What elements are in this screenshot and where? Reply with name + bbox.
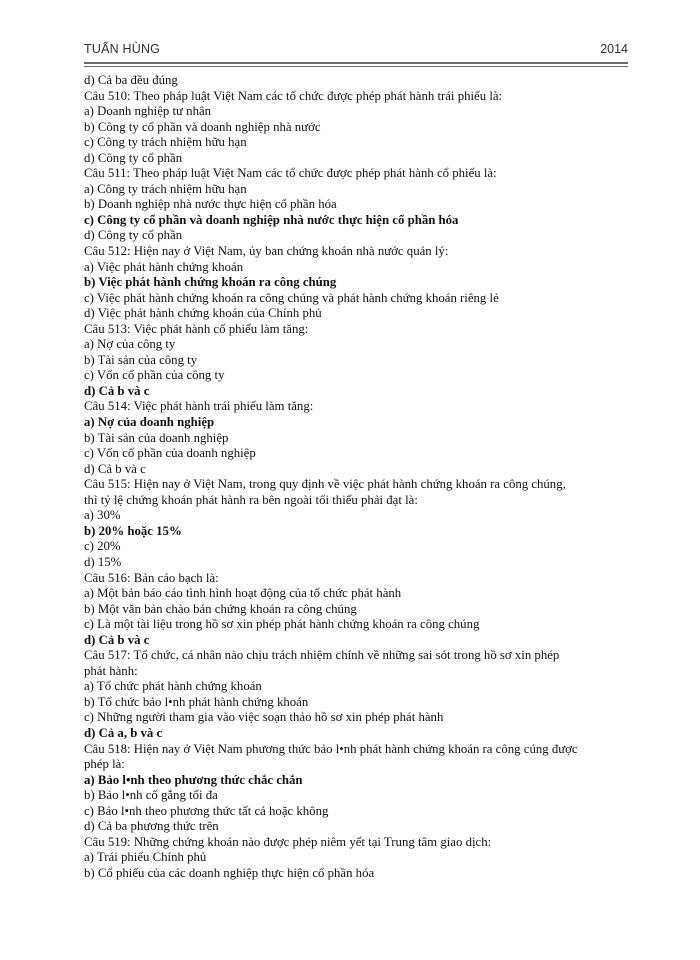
text-line: b) Cổ phiếu của các doanh nghiệp thực hiện cổ phần hóa xyxy=(84,865,375,880)
text-line: b) Việc phát hành chứng khoán ra công chúng xyxy=(84,275,337,290)
text-line: phát hành: xyxy=(84,663,138,678)
text-line: a) 30% xyxy=(84,508,121,523)
text-line: b) Doanh nghiệp nhà nước thực hiện cổ phần hóa xyxy=(84,197,337,212)
text-line: b) Tài sản của công ty xyxy=(84,352,198,367)
text-line: d) Việc phát hành chứng khoán của Chính phủ xyxy=(84,306,322,321)
text-line: b) Bảo l•nh cố gắng tối đa xyxy=(84,788,218,803)
question-line: Câu 515: Hiện nay ở Việt Nam, trong quy định về việc phát hành chứng khoán ra công chúng, xyxy=(84,477,566,492)
question-line: Câu 518: Hiện nay ở Việt Nam phương thức bảo l•nh phát hành chứng khoán ra công cúng được xyxy=(84,741,578,756)
page-header xyxy=(84,42,628,60)
question-list xyxy=(84,73,630,881)
text-line: b) Tài sản của doanh nghiệp xyxy=(84,430,229,445)
question-line: Câu 516: Bản cáo bạch là: xyxy=(84,570,219,585)
question-line: Câu 511: Theo pháp luật Việt Nam các tổ chức được phép phát hành cổ phiếu là: xyxy=(84,166,497,181)
text-line: b) Tổ chức bảo l•nh phát hành chứng khoán xyxy=(84,694,309,709)
text-line: d) Cả ba phương thức trên xyxy=(84,819,219,834)
text-line: a) Nợ của doanh nghiệp xyxy=(84,415,215,430)
text-line: c) Công ty cổ phần và doanh nghiệp nhà nước thực hiện cổ phần hóa xyxy=(84,212,459,227)
text-line: thì tỷ lệ chứng khoán phát hành ra bên ngoài tối thiểu phải đạt là: xyxy=(84,492,418,507)
text-line: d) Cả b và c xyxy=(84,461,146,476)
text-line: a) Một bản báo cáo tình hình hoạt động của tổ chức phát hành xyxy=(84,586,402,601)
text-line: d) Công ty cổ phần xyxy=(84,150,183,165)
text-line: b) 20% hoặc 15% xyxy=(84,523,182,538)
text-line: c) Là một tài liệu trong hồ sơ xin phép phát hành chứng khoán ra công chúng xyxy=(84,617,480,632)
text-line: a) Việc phát hành chứng khoán xyxy=(84,259,244,274)
text-line: c) Vốn cổ phần của doanh nghiệp xyxy=(84,446,256,461)
text-line: c) Vốn cổ phần của công ty xyxy=(84,368,225,383)
header-year: 2014 xyxy=(600,42,628,56)
text-line: d) Cả b và c xyxy=(84,632,150,647)
question-line: Câu 512: Hiện nay ở Việt Nam, ủy ban chứng khoán nhà nước quản lý: xyxy=(84,244,449,259)
question-line: Câu 514: Việc phát hành trái phiếu làm tăng: xyxy=(84,399,314,414)
text-line: d) 15% xyxy=(84,554,122,569)
text-line: a) Bảo l•nh theo phương thức chắc chắn xyxy=(84,772,303,787)
text-line: c) Những người tham gia vào việc soạn thảo hồ sơ xin phép phát hành xyxy=(84,710,444,725)
text-line: c) 20% xyxy=(84,539,121,554)
text-line: a) Doanh nghiệp tư nhân xyxy=(84,104,212,119)
text-line: b) Một văn bản chào bán chứng khoán ra công chúng xyxy=(84,601,357,616)
text-line: d) Cả a, b và c xyxy=(84,725,163,740)
text-line: c) Công ty trách nhiệm hữu hạn xyxy=(84,135,247,150)
text-line: b) Công ty cổ phần và doanh nghiệp nhà nước xyxy=(84,119,321,134)
text-line: a) Công ty trách nhiệm hữu hạn xyxy=(84,181,247,196)
question-line: Câu 513: Việc phát hành cổ phiếu làm tăng: xyxy=(84,321,309,336)
question-line: Câu 517: Tổ chức, cá nhân nào chịu trách nhiệm chính về những sai sót trong hồ sơ xin phép xyxy=(84,648,560,663)
header-author: TUẤN HÙNG xyxy=(84,42,161,56)
header-rule-thin xyxy=(84,66,628,67)
text-line: d) Cả ba đều đúng xyxy=(84,73,178,87)
text-line: a) Nợ của công ty xyxy=(84,337,176,352)
text-line: d) Công ty cổ phần xyxy=(84,228,183,243)
text-line: d) Cả b và c xyxy=(84,383,150,398)
text-line: a) Tổ chức phát hành chứng khoán xyxy=(84,679,262,694)
text-line: c) Việc phát hành chứng khoán ra công chúng và phát hành chứng khoán riêng lẻ xyxy=(84,290,499,305)
question-line: Câu 510: Theo pháp luật Việt Nam các tổ chức được phép phát hành trái phiếu là: xyxy=(84,88,503,103)
question-line: Câu 519: Những chứng khoán nào được phép niêm yết tại Trung tâm giao dịch: xyxy=(84,834,492,849)
text-line: c) Bảo l•nh theo phương thức tất cả hoặc không xyxy=(84,803,329,818)
text-line: a) Trái phiếu Chính phủ xyxy=(84,850,207,865)
text-line: phép là: xyxy=(84,757,125,772)
header-rule-thick xyxy=(84,62,628,64)
